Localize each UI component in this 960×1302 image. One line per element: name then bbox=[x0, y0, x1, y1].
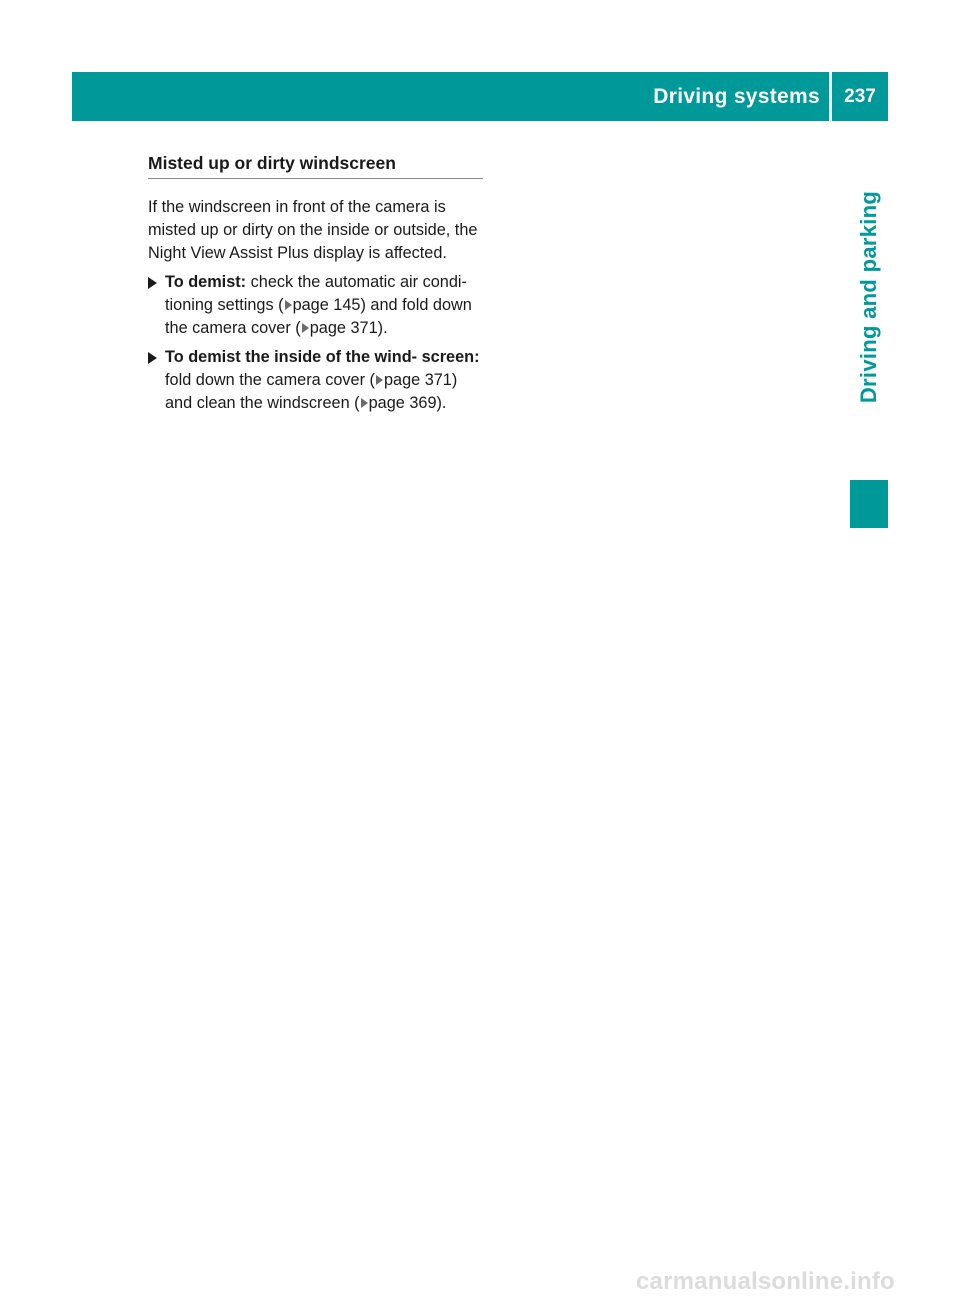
page-number: 237 bbox=[844, 85, 876, 107]
page-reference-icon bbox=[376, 375, 383, 385]
step-text: ). bbox=[436, 394, 447, 412]
main-content bbox=[148, 150, 483, 421]
chapter-side-block bbox=[850, 480, 888, 528]
page-reference-icon bbox=[361, 398, 368, 408]
step-arrow-icon bbox=[148, 277, 157, 289]
page-reference-link[interactable]: page 369 bbox=[368, 394, 437, 412]
step-text: ) and clean the windscreen ( bbox=[165, 371, 458, 412]
step-demist-inside bbox=[148, 346, 483, 415]
section-title: Misted up or dirty windscreen bbox=[148, 150, 483, 179]
header-bar bbox=[72, 72, 888, 121]
page-reference-link[interactable]: page 371 bbox=[383, 371, 452, 389]
step-text: ). bbox=[377, 319, 388, 337]
header-section-title: Driving systems bbox=[653, 84, 820, 108]
step-label: To demist the inside of the wind- screen: bbox=[165, 348, 480, 366]
page-reference-icon bbox=[285, 300, 292, 310]
page-reference-link[interactable]: page 371 bbox=[309, 319, 378, 337]
step-demist bbox=[148, 271, 483, 340]
page-reference-link[interactable]: page 145 bbox=[292, 296, 361, 314]
step-text: check the automatic air condi- tioning settings ( bbox=[165, 273, 467, 314]
watermark: carmanualsonline.info bbox=[636, 1268, 895, 1295]
step-text: fold down the camera cover ( bbox=[165, 371, 375, 389]
step-label: To demist: bbox=[165, 273, 247, 291]
step-arrow-icon bbox=[148, 352, 157, 364]
page-reference-icon bbox=[302, 323, 309, 333]
step-text: ) and fold down the camera cover ( bbox=[165, 296, 472, 337]
intro-paragraph: If the windscreen in front of the camera is misted up or dirty on the inside or outside, the Night View Assist Plus display is affected. bbox=[148, 198, 478, 262]
chapter-side-tab bbox=[850, 121, 888, 473]
chapter-side-tab-label: Driving and parking bbox=[856, 190, 881, 404]
